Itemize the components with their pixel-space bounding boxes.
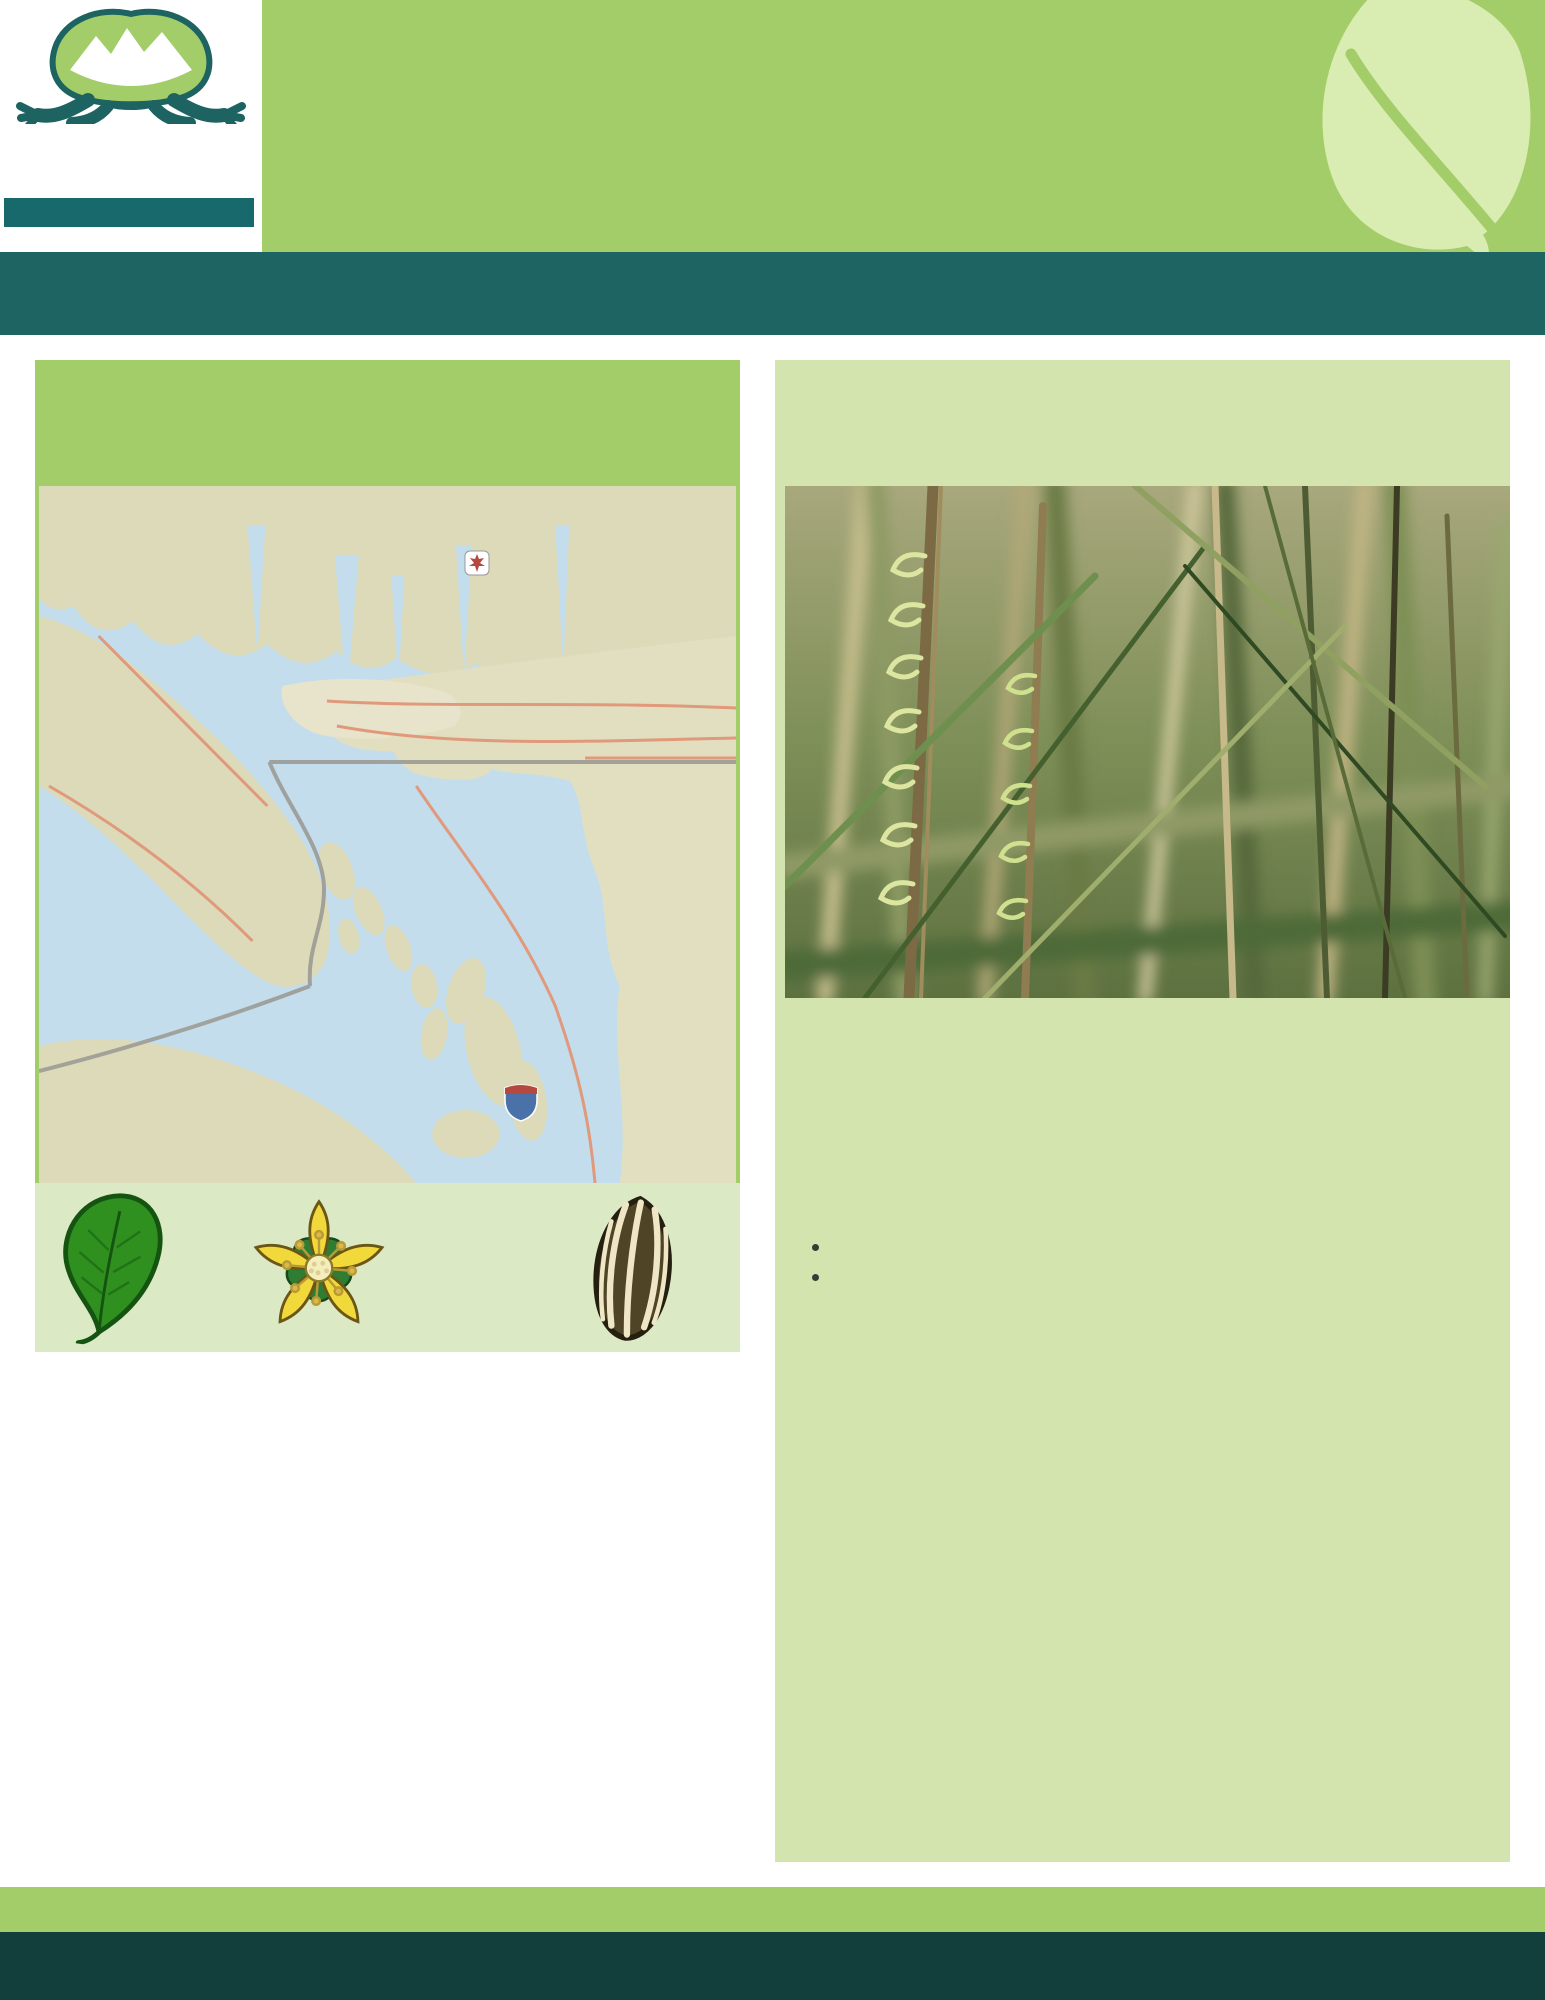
leaf-badge-icon xyxy=(1289,0,1539,262)
identification-text xyxy=(775,998,1510,1291)
status-bar xyxy=(0,252,1545,335)
similar-species-list xyxy=(791,1233,1494,1291)
trans-canada-highway-shield-icon xyxy=(464,550,490,576)
distribution-heading xyxy=(35,360,740,486)
origin-paragraph xyxy=(40,1392,626,1420)
interstate-5-shield-icon xyxy=(503,1082,539,1122)
header xyxy=(0,0,1545,252)
phenology-strip xyxy=(35,1183,740,1352)
leaf-icon xyxy=(39,1181,178,1354)
flower-icon xyxy=(248,1197,390,1339)
similar-invasive-item xyxy=(833,1263,1494,1291)
frog-logo-icon xyxy=(8,2,254,124)
identification-panel xyxy=(775,360,1510,1862)
footer-bar xyxy=(0,1932,1545,2000)
stems-paragraph xyxy=(791,1064,1494,1092)
habitat-paragraph xyxy=(40,1441,626,1469)
flowers-paragraph xyxy=(791,1022,1494,1050)
roots-paragraph xyxy=(791,1191,1494,1219)
similar-native-item xyxy=(833,1233,1494,1261)
identification-heading xyxy=(775,360,1510,486)
seeds-paragraph xyxy=(791,1149,1494,1177)
ssisc-logo xyxy=(0,0,262,252)
seed-icon xyxy=(574,1187,693,1347)
identification-photo xyxy=(785,486,1510,998)
logo-org-banner xyxy=(4,198,254,227)
reproduction-paragraph xyxy=(40,1491,626,1519)
distribution-panel xyxy=(35,360,740,1352)
distribution-map xyxy=(39,486,736,1183)
left-text-sections xyxy=(40,1392,626,1540)
factsheet-badge xyxy=(1289,0,1539,262)
updated-bar xyxy=(0,1887,1545,1932)
cordgrass-photo-illustration xyxy=(785,486,1510,998)
map-marker-layer xyxy=(39,486,736,1183)
leaves-paragraph xyxy=(791,1106,1494,1134)
